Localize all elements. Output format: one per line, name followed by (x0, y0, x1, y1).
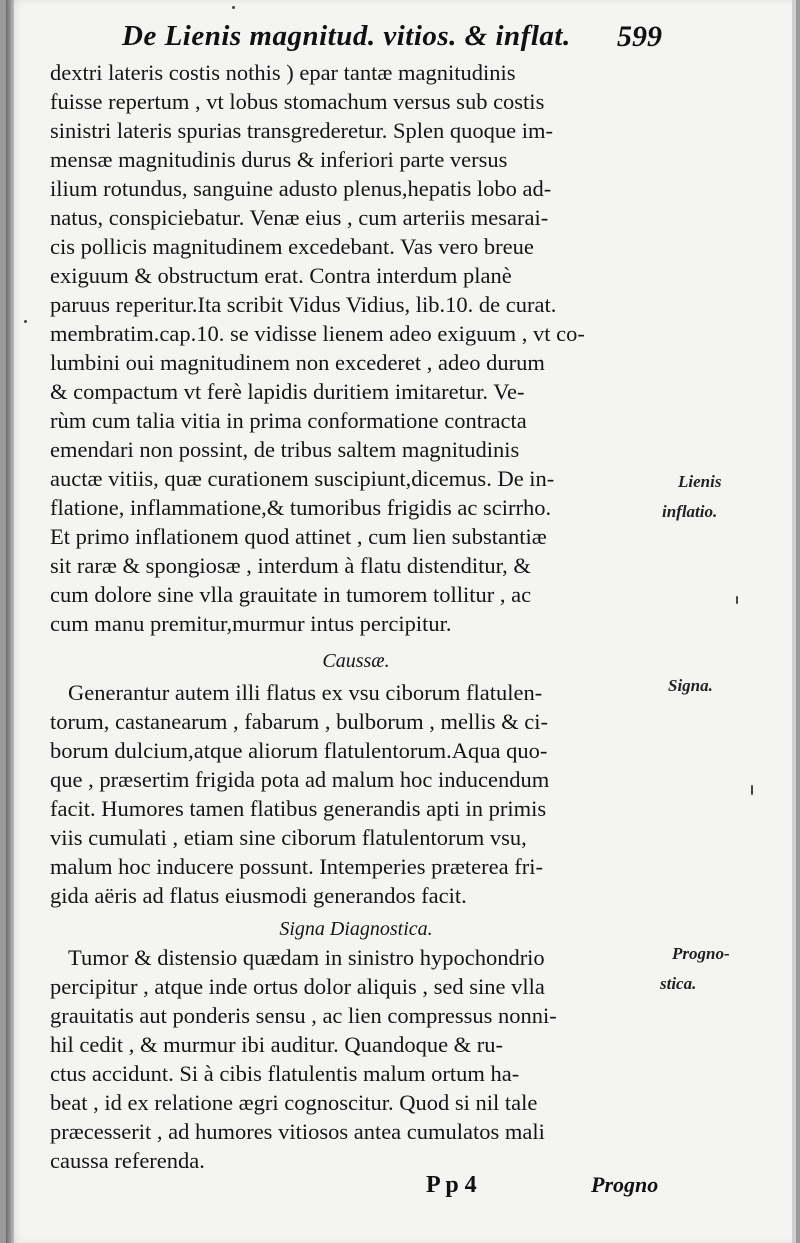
text-line: percipitur , atque inde ortus dolor aliquis , sed sine vlla (50, 974, 545, 999)
text-line: emendari non possint, de tribus saltem magnitudinis (50, 437, 520, 462)
signature-mark: P p 4 (426, 1172, 477, 1198)
text-line: natus, conspiciebatur. Venæ eius , cum arteriis mesarai- (50, 205, 549, 230)
page-number: 599 (617, 20, 662, 53)
ink-speck (736, 596, 738, 604)
text-line: & compactum vt ferè lapidis duritiem imitaretur. Ve- (50, 379, 525, 404)
text-line: facit. Humores tamen flatibus generandis apti in primis (50, 796, 547, 821)
text-line: borum dulcium,atque aliorum flatulentorum.Aqua quo- (50, 738, 548, 763)
text-line: que , præsertim frigida pota ad malum hoc inducendum (50, 767, 550, 792)
text-line: lumbini oui magnitudinem non excederet , adeo durum (50, 350, 545, 375)
text-line: sit raræ & spongiosæ , interdum à flatu distenditur, & (50, 553, 531, 578)
text-line: auctæ vitiis, quæ curationem suscipiunt,dicemus. De in- (50, 466, 555, 491)
text-line: cis pollicis magnitudinem excedebant. Vas vero breue (50, 234, 534, 259)
text-line: fuisse repertum , vt lobus stomachum versus sub costis (50, 89, 545, 114)
margin-note-stica: stica. (660, 974, 697, 993)
text-line: caussa referenda. (50, 1148, 205, 1173)
ink-speck (232, 6, 235, 9)
running-title: De Lienis magnitud. vitios. & inflat. (122, 20, 571, 52)
catchword: Progno (591, 1172, 659, 1197)
ink-speck (751, 785, 753, 795)
text-line: Generantur autem illi flatus ex vsu ciborum flatulen- (68, 680, 543, 705)
text-line: beat , id ex relatione ægri cognoscitur. Quod si nil tale (50, 1090, 538, 1115)
text-line: hil cedit , & murmur ibi auditur. Quandoque & ru- (50, 1032, 504, 1057)
text-line: malum hoc inducere possunt. Intemperies præterea fri- (50, 854, 543, 879)
section-heading-caussae: Caussæ. (322, 650, 390, 672)
text-line: membratim.cap.10. se vidisse lienem adeo exiguum , vt co- (50, 321, 585, 346)
margin-note-inflatio: inflatio. (662, 502, 718, 521)
text-line: ctus accidunt. Si à cibis flatulentis malum ortum ha- (50, 1061, 520, 1086)
text-line: grauitatis aut ponderis sensu , ac lien compressus nonni- (50, 1003, 557, 1028)
text-line: cum dolore sine vlla grauitate in tumorem tollitur , ac (50, 582, 532, 607)
text-line: exiguum & obstructum erat. Contra interdum planè (50, 263, 512, 288)
text-line: sinistri lateris spurias transgrederetur. Splen quoque im- (50, 118, 554, 143)
text-line: ilium rotundus, sanguine adusto plenus,hepatis lobo ad- (50, 176, 552, 201)
text-line: paruus reperitur.Ita scribit Vidus Vidius, lib.10. de curat. (50, 292, 557, 317)
margin-note-signa: Signa. (668, 676, 713, 695)
text-line: rùm cum talia vitia in prima conformatione contracta (50, 408, 527, 433)
text-line: Et primo inflationem quod attinet , cum lien substantiæ (50, 524, 547, 549)
text-line: torum, castanearum , fabarum , bulborum , mellis & ci- (50, 709, 548, 734)
text-line: Tumor & distensio quædam in sinistro hypochondrio (68, 945, 545, 970)
ink-speck (24, 320, 27, 323)
text-line: mensæ magnitudinis durus & inferiori parte versus (50, 147, 508, 172)
text-line: dextri lateris costis nothis ) epar tantæ magnitudinis (50, 60, 516, 85)
text-line: præcesserit , ad humores vitiosos antea cumulatos mali (50, 1119, 545, 1144)
margin-note-lienis: Lienis (678, 472, 722, 491)
text-line: flatione, inflammatione,& tumoribus frigidis ac scirrho. (50, 495, 552, 520)
text-line: cum manu premitur,murmur intus percipitur. (50, 611, 452, 636)
running-header (122, 12, 662, 62)
page-right-edge (792, 0, 796, 1243)
text-line: viis cumulati , etiam sine ciborum flatulentorum vsu, (50, 825, 527, 850)
book-page (6, 0, 796, 1243)
page-gutter-shadow (6, 0, 14, 1243)
margin-note-prognostica: Progno- (672, 944, 730, 963)
section-heading-signa: Signa Diagnostica. (279, 918, 433, 940)
text-line: gida aëris ad flatus eiusmodi generandos facit. (50, 883, 467, 908)
